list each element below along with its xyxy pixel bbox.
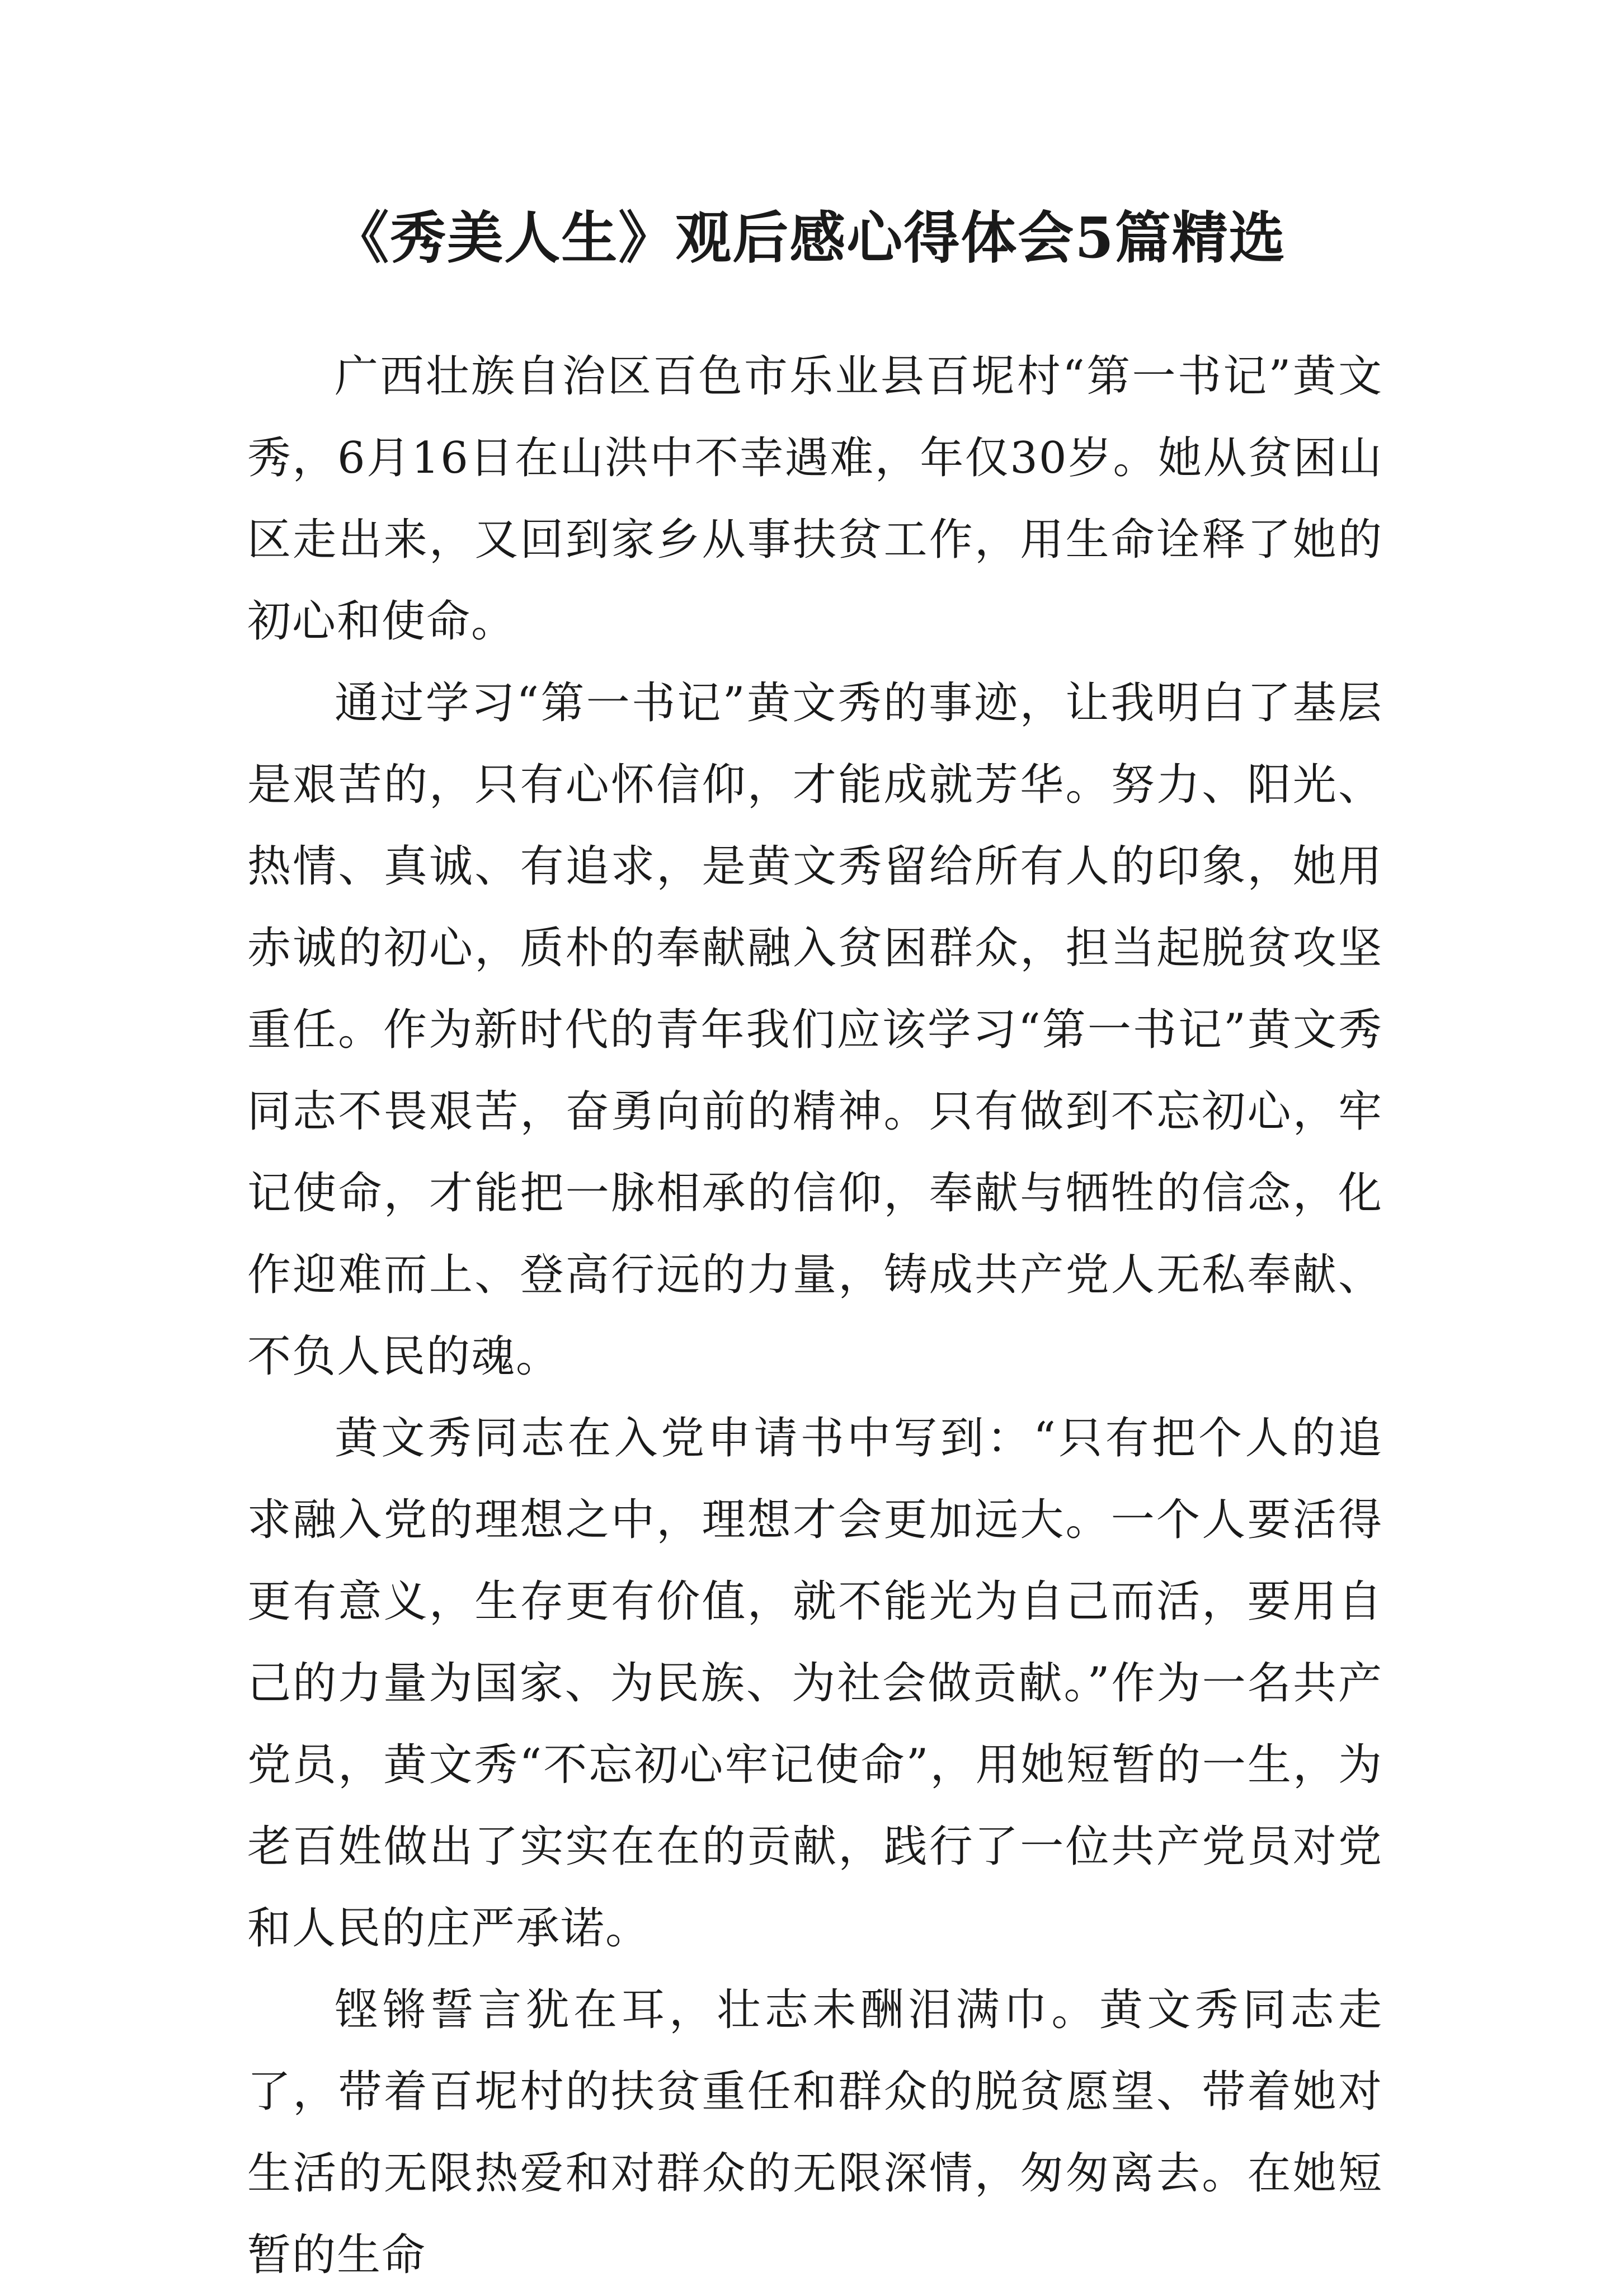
paragraph-1: 广西壮族自治区百色市乐业县百坭村“第一书记”黄文秀，6月16日在山洪中不幸遇难，年仅30岁。她从贫困山区走出来，又回到家乡从事扶贫工作，用生命诠释了她的初心和使命。 [247, 351, 1383, 647]
document-body [247, 336, 1383, 2296]
paragraph-3: 黄文秀同志在入党申请书中写到：“只有把个人的追求融入党的理想之中，理想才会更加远大。一个人要活得更有意义，生存更有价值，就不能光为自己而活，要用自己的力量为国家、为民族、为社会做贡献。”作为一名共产党员，黄文秀“不忘初心牢记使命”，用她短暂的一生，为老百姓做出了实实在在的贡献，践行了一位共产党员对党和人民的庄严承诺。 [247, 1413, 1383, 1954]
paragraph-2: 通过学习“第一书记”黄文秀的事迹，让我明白了基层是艰苦的，只有心怀信仰，才能成就芳华。努力、阳光、热情、真诚、有追求，是黄文秀留给所有人的印象，她用赤诚的初心，质朴的奉献融入贫困群众，担当起脱贫攻坚重任。作为新时代的青年我们应该学习“第一书记”黄文秀同志不畏艰苦，奋勇向前的精神。只有做到不忘初心，牢记使命，才能把一脉相承的信仰，奉献与牺牲的信念，化作迎难而上、登高行远的力量，铸成共产党人无私奉献、不负人民的魂。 [247, 678, 1383, 1382]
document-title: 《秀美人生》观后感心得体会5篇精选 [333, 205, 1286, 271]
paragraph-4: 铿锵誓言犹在耳，壮志未酬泪满巾。黄文秀同志走了，带着百坭村的扶贫重任和群众的脱贫愿望、带着她对生活的无限热爱和对群众的无限深情，匆匆离去。在她短暂的生命 [247, 1985, 1383, 2280]
